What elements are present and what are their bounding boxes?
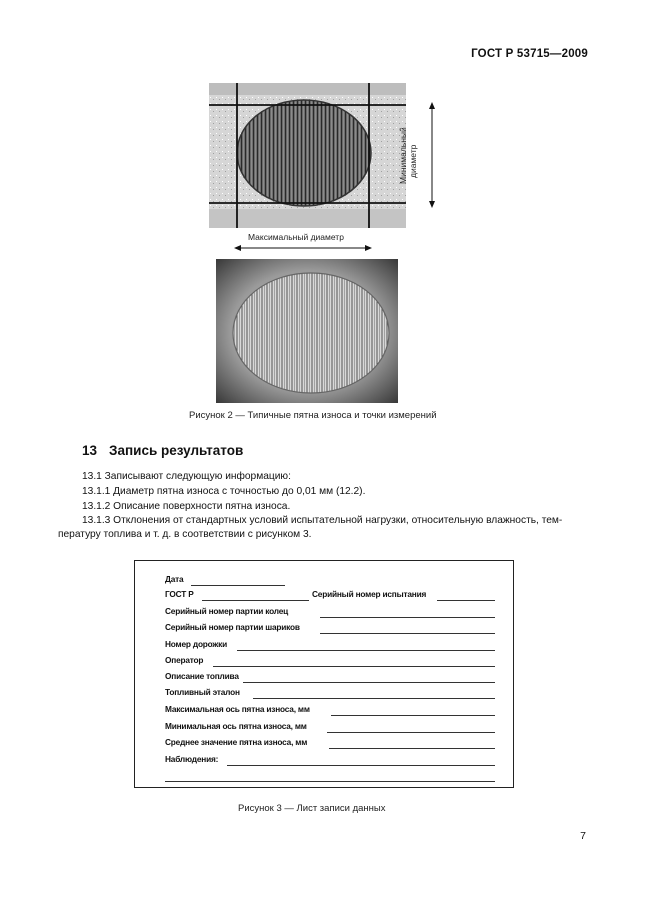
figure3-caption: Рисунок 3 — Лист записи данных xyxy=(238,803,386,814)
form-min-axis-label: Минимальная ось пятна износа, мм xyxy=(165,721,307,731)
form-fuel-reference-label: Топливный эталон xyxy=(165,687,240,697)
form-observations-line-2 xyxy=(165,781,495,782)
form-observations-line xyxy=(227,765,495,766)
form-fuel-description-label: Описание топлива xyxy=(165,671,239,681)
form-gost-line xyxy=(202,600,309,601)
form-observations-label: Наблюдения: xyxy=(165,754,219,764)
form-gost-label: ГОСТ Р xyxy=(165,589,194,599)
form-operator-line xyxy=(213,666,495,667)
data-record-sheet xyxy=(134,560,514,788)
form-min-axis-line xyxy=(327,732,495,733)
form-ring-batch-line xyxy=(320,617,495,618)
section-heading xyxy=(82,443,243,458)
min-diameter-label-line1: Минимальный xyxy=(398,127,408,184)
form-fuel-reference-line xyxy=(253,698,495,699)
form-date-label: Дата xyxy=(165,574,184,584)
min-diameter-label xyxy=(398,127,418,184)
form-fuel-description-line xyxy=(243,682,495,683)
figure2-caption: Рисунок 2 — Типичные пятна износа и точки измерений xyxy=(189,410,437,421)
paragraph-13-1-3-line2: пературу топлива и т. д. в соответствии с рисунком 3. xyxy=(58,529,312,540)
form-mean-value-line xyxy=(329,748,495,749)
paragraph-13-1-2: 13.1.2 Описание поверхности пятна износа. xyxy=(82,501,291,512)
form-max-axis-label: Максимальная ось пятна износа, мм xyxy=(165,704,310,714)
form-test-serial-line xyxy=(437,600,495,601)
paragraph-13-1-3-line1: 13.1.3 Отклонения от стандартных условий испытательной нагрузки, относительную влажность, тем- xyxy=(82,515,563,526)
max-diameter-label: Максимальный диаметр xyxy=(248,232,344,242)
form-ball-batch-label: Серийный номер партии шариков xyxy=(165,622,300,632)
paragraph-13-1-1: 13.1.1 Диаметр пятна износа с точностью до 0,01 мм (12.2). xyxy=(82,486,366,497)
form-track-number-line xyxy=(237,650,495,651)
form-ring-batch-label: Серийный номер партии колец xyxy=(165,606,289,616)
document-code: ГОСТ Р 53715—2009 xyxy=(471,48,588,60)
section-number: 13 xyxy=(82,443,98,458)
form-track-number-label: Номер дорожки xyxy=(165,639,227,649)
wear-spot-photo-measured xyxy=(209,83,406,228)
form-mean-value-label: Среднее значение пятна износа, мм xyxy=(165,737,308,747)
form-max-axis-line xyxy=(331,715,495,716)
max-diameter-arrow xyxy=(234,244,372,252)
paragraph-13-1: 13.1 Записывают следующую информацию: xyxy=(82,471,291,482)
form-test-serial-label: Серийный номер испытания xyxy=(312,589,427,599)
page-number: 7 xyxy=(580,830,586,842)
wear-spot-photo-typical xyxy=(216,259,398,403)
form-ball-batch-line xyxy=(320,633,495,634)
min-diameter-label-line2: диаметр xyxy=(408,144,418,178)
min-diameter-arrow xyxy=(424,102,440,208)
section-title: Запись результатов xyxy=(109,443,244,458)
form-date-line xyxy=(191,585,285,586)
form-operator-label: Оператор xyxy=(165,655,204,665)
